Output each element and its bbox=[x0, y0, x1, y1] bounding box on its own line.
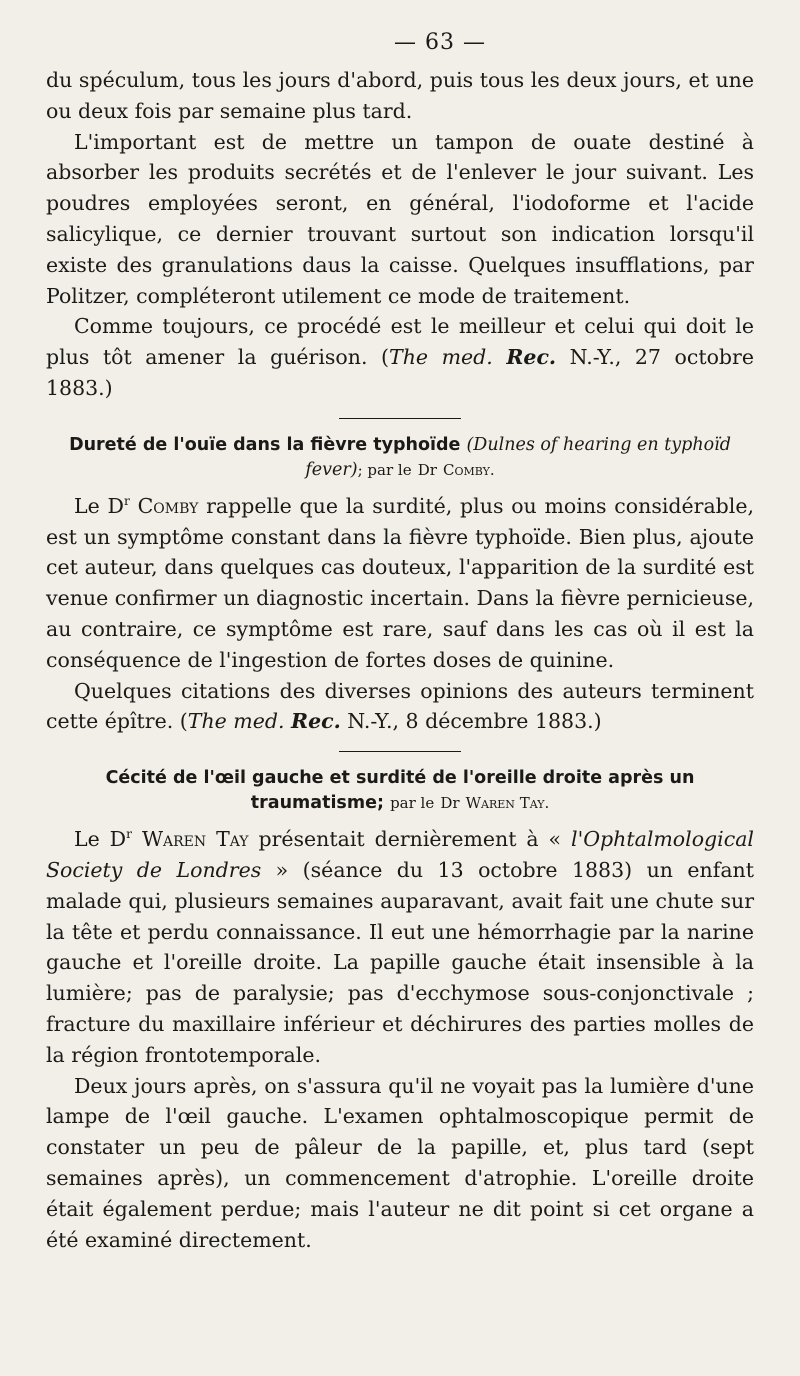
heading-by: ; par le bbox=[357, 460, 412, 479]
page-number: — 63 — bbox=[394, 30, 486, 55]
heading-by: par le bbox=[390, 794, 435, 813]
citation-journal: The med. bbox=[389, 345, 493, 370]
citation-place-date: N.-Y., 8 décembre 1883.) bbox=[340, 709, 602, 734]
paragraph-text: » (séance du 13 octobre 1883) un enfant malade qui, plusieurs semaines auparavant, avait fait une chute sur la tête et perdu connaissance. Il eut une hémorrhagie par la narine gauche et l'oreille droite. La papille gauche était insensible à la lumière; pas de paralysie; pas d'ecchymose sous-conjonctivale ; fracture du maxillaire inférieur et déchirures des parties molles de la région frontotemporale. bbox=[46, 857, 755, 1067]
citation-open: ( bbox=[381, 345, 390, 370]
citation-journal: The med. bbox=[187, 709, 285, 734]
paragraph-text: Quelques citations des diverses opinions des auteurs terminent cette épître. bbox=[46, 678, 754, 734]
paragraph-citations bbox=[46, 676, 754, 738]
heading-author: Waren Tay. bbox=[465, 794, 550, 813]
doctor-title: Le D bbox=[74, 827, 127, 852]
heading-title: Cécité de l'œil gauche et surdité de l'oreille droite après un traumatisme; bbox=[105, 768, 695, 814]
section-divider bbox=[339, 751, 461, 752]
paragraph-tampon: L'important est de mettre un tampon de ouate destiné à absorber les produits secrétés et de l'enlever le jour suivant. Les poudres employées seront, en général, l'iodoforme et l'acide salicylique, ce dernier trouvant surtout son indication lorsqu'il existe des granulations daus la caisse. Quelques insufflations, par Politzer, compléteront utilement ce mode de traitement. bbox=[46, 129, 754, 308]
journal-page bbox=[46, 30, 754, 1255]
paragraph-waren-tay bbox=[46, 824, 754, 1070]
citation-rec: Rec. bbox=[291, 709, 341, 734]
doctor-title-sup: r bbox=[123, 493, 130, 508]
section-heading-durete bbox=[46, 433, 754, 483]
paragraph-text: rappelle que la surdité, plus ou moins considérable, est un symptôme constant dans la fièvre typhoïde. Bien plus, ajoute cet auteur, dans quelques cas douteux, l'apparition de la surdité est venue confirmer un diagnostic incertain. Dans la fièvre pernicieuse, au contraire, ce symptôme est rare, sauf dans les cas où il est la conséquence de l'ingestion de fortes doses de quinine. bbox=[46, 493, 754, 672]
heading-doctor-title: Dr bbox=[417, 460, 437, 479]
paragraph-comby bbox=[46, 491, 754, 676]
paragraph-continuation: du spéculum, tous les jours d'abord, puis tous les deux jours, et une ou deux fois par semaine plus tard. bbox=[46, 68, 754, 123]
conclusion-text: Comme toujours, ce procédé est le meilleur et celui qui doit le plus tôt amener la guérison. bbox=[46, 314, 754, 370]
citation-rec: Rec. bbox=[506, 345, 557, 370]
society-name: l'Ophtalmological Society de Londres bbox=[46, 827, 754, 882]
section-divider bbox=[339, 418, 461, 419]
heading-doctor-title: Dr bbox=[440, 794, 460, 813]
doctor-title: Le D bbox=[74, 493, 124, 518]
doctor-title-sup: r bbox=[126, 827, 133, 842]
paragraph-deux-jours: Deux jours après, on s'assura qu'il ne voyait pas la lumière d'une lampe de l'œil gauche. L'examen ophtalmoscopique permit de constater un peu de pâleur de la papille, et, plus tard (sept semaines après), un commencement d'atrophie. L'oreille droite était également perdue; mais l'auteur ne dit point si cet organe a été examiné directement. bbox=[46, 1073, 754, 1252]
paragraph-conclusion bbox=[46, 311, 754, 403]
paragraph-text: présentait dernièrement à « bbox=[248, 827, 572, 852]
section-heading-cecite bbox=[46, 766, 754, 816]
author-name: Comby bbox=[137, 493, 199, 518]
author-name: Waren Tay bbox=[141, 827, 249, 852]
heading-author: Comby. bbox=[442, 460, 495, 479]
citation-open: ( bbox=[179, 709, 188, 734]
heading-title: Dureté de l'ouïe dans la fièvre typhoïde bbox=[69, 434, 461, 455]
citation-place-date: N.-Y., 27 octobre 1883.) bbox=[46, 345, 754, 400]
heading-english-title: (Dulnes of hearing en typhoïd fever) bbox=[305, 434, 731, 480]
